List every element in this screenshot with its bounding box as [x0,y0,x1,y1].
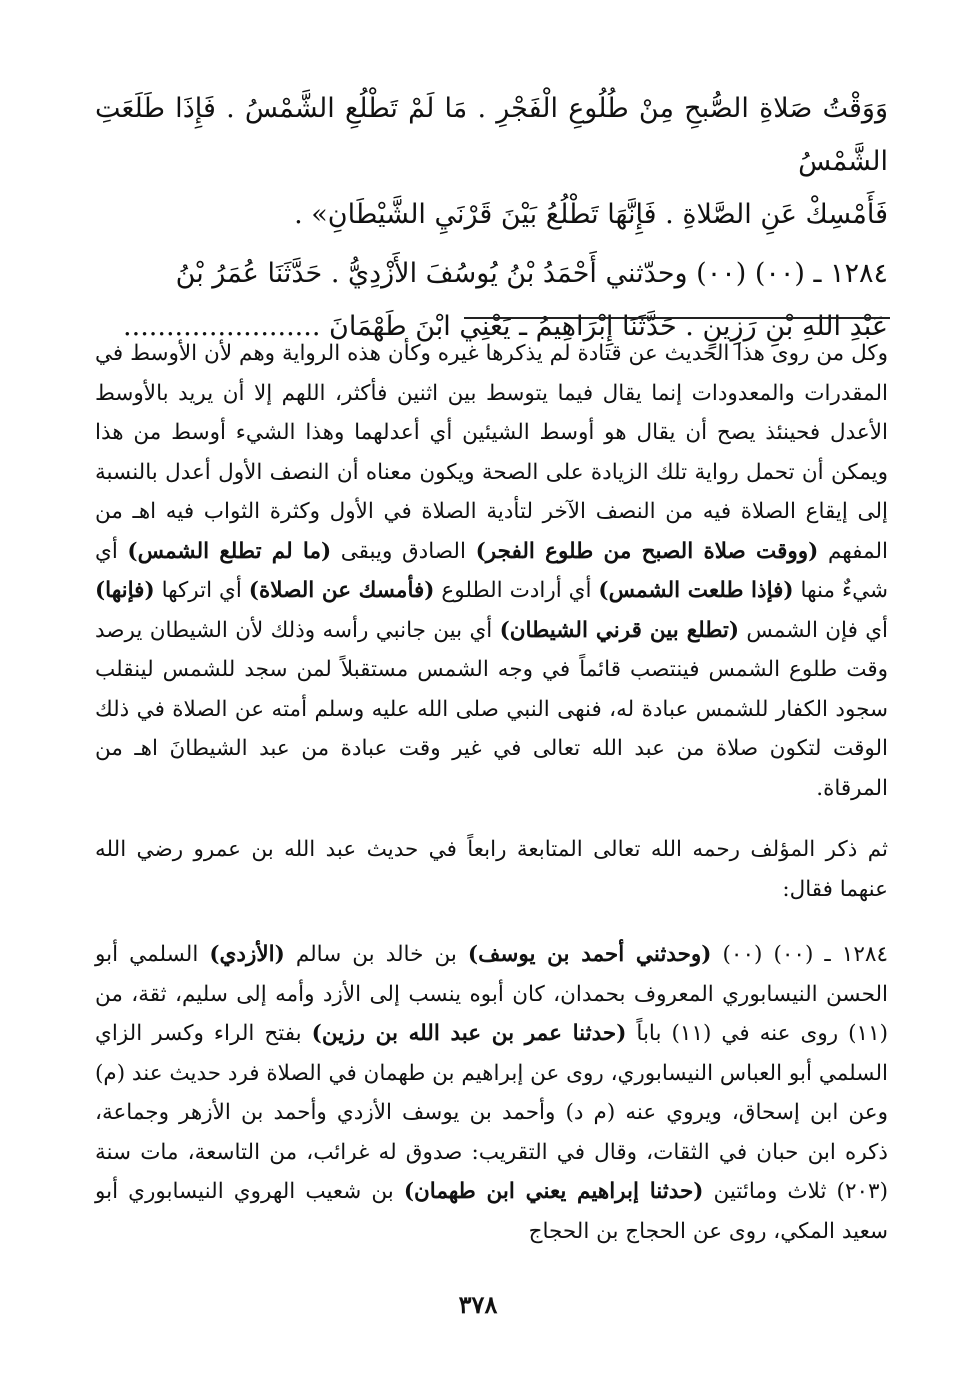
commentary-text-run: بن خالد بن سالم [284,942,468,967]
commentary-text-run: بفتح الراء وكسر الزاي السلمي أبو العباس النيسابوري، روى عن إبراهيم بن طهمان في الصلاة فرد حديث عند (م) وعن ابن إسحاق، ويروي عنه (م د) وأحمد بن يوسف الأزدي وأحمد بن الأزهر وجماعة، ذكره ابن حبان في الثقات، وقال في التقريب: صدوق له غرائب، من التاسعة، مات سنة (٢٠٣) ثلاث ومائتين [95,1021,888,1204]
quoted-hadith-phrase: (تطلع بين قرني الشيطان) [499,617,740,643]
quoted-hadith-phrase: (ووقت صلاة الصبح من طلوع الفجر) [475,538,819,564]
commentary-text-run: السلمي أبو الحسن النيسابوري المعروف بحمدان، كان أبوه ينسب إلى الأزد وأمه إلى سليم، ثقة، من (١١) روى عنه في (١١) باباً [95,942,889,1046]
page-number: ٣٧٨ [458,1290,498,1319]
hadith-chain-line: عَبْدِ اللهِ بْنِ رَزِينٍ . حَدَّثَنَا إِبْرَاهِيمُ ـ يَعْنِي ابْنَ طَهْمَانَ ....................... [123,311,888,342]
commentary-paragraph [95,935,888,1251]
commentary-paragraph [95,334,888,808]
commentary-text-run: أي فإن الشمس [739,617,889,643]
commentary-text-run: ١٢٨٤ ـ (٠٠) (٠٠) [711,942,888,967]
commentary-text-run: أي شيءٌ منها [95,538,889,603]
quoted-hadith-phrase: (فأمسك عن الصلاة) [248,578,435,603]
hadith-text [95,82,888,353]
commentary-text-run: بن شعيب الهروي النيسابوري أبو سعيد المكي، روى عن الحجاج بن الحجاج [95,1179,888,1244]
quoted-hadith-phrase: (فإذا طلعت الشمس) [598,578,794,603]
commentary-text [95,334,888,1251]
quoted-hadith-phrase: (فإنها) [95,578,155,603]
commentary-text-run: أي بين جانبي رأسه وذلك لأن الشيطان يرصد وقت طلوع الشمس فينتصب قائماً في وجه الشمس مستقبلاً لمن سجد للشمس لينقلب سجود الكفار للشمس عبادة له، فنهى النبي صلى الله عليه وسلم أمته عن الصلاة في ذلك الوقت لتكون صلاة من عبد الله تعالى في غير وقت عبادة من عبد الشيطانَ اهـ من المرقاة. [95,617,888,801]
footnote-divider [464,317,890,319]
commentary-text-run: أي أرادت الطلوع [434,578,599,603]
quoted-hadith-phrase: (وحدثني أحمد بن يوسف) [467,942,712,967]
commentary-text-run: أي اتركها [154,578,249,603]
quoted-hadith-phrase: (الأزدي) [209,942,285,967]
matn-line: فَأَمْسِكْ عَنِ الصَّلاةِ . فَإِنَّهَا تَطْلُعُ بَيْنَ قَرْنَيِ الشَّيْطَانِ» . [294,199,888,230]
matn-line: وَوَقْتُ صَلاةِ الصُّبحِ مِنْ طُلُوعِ الْفَجْرِ . مَا لَمْ تَطْلُعِ الشَّمْسُ . فَإِذَا طَلَعَتِ الشَّمْسُ [95,93,888,177]
quoted-hadith-phrase: (ما لم تطلع الشمس) [127,538,332,564]
commentary-text-run: الصادق ويبقى [331,538,476,564]
quoted-hadith-phrase: (حدثنا عمر بن عبد الله بن رزين) [311,1021,627,1046]
commentary-paragraph: ثم ذكر المؤلف رحمه الله تعالى المتابعة رابعاً في حديث عبد الله بن عمرو رضي الله عنهما فقال: [95,837,888,902]
commentary-text-run: وكل من روى هذا الحديث عن قتادة لم يذكرها غيره وكأن هذه الرواية وهم لأن الأوسط في المقدرات والمعدودات إنما يقال فيما يتوسط بين اثنين فأكثر، اللهم إلا أن يريد بالأوسط الأعدل فحينئذ يصح أن يقال هو أوسط الشيئين أي أعدلهما وهذا الشيء أوسط من هذا ويمكن أن تحمل رواية تلك الزيادة على الصحة ويكون معناه أن النصف الأول أعدل بالنسبة إلى إيقاع الصلاة فيه من النصف الآخر لتأدية الصلاة في الأول وكثرة الثواب فيه اهـ من المفهم [95,341,889,564]
quoted-hadith-phrase: (حدثنا إبراهيم يعني ابن طهمان) [403,1179,704,1204]
hadith-chain-line: ١٢٨٤ ـ (٠٠) (٠٠) وحدّثني أَحْمَدُ بْنُ يُوسُفَ الأَزْدِيُّ . حَدَّثَنَا عُمَرُ بْنُ [175,258,888,289]
